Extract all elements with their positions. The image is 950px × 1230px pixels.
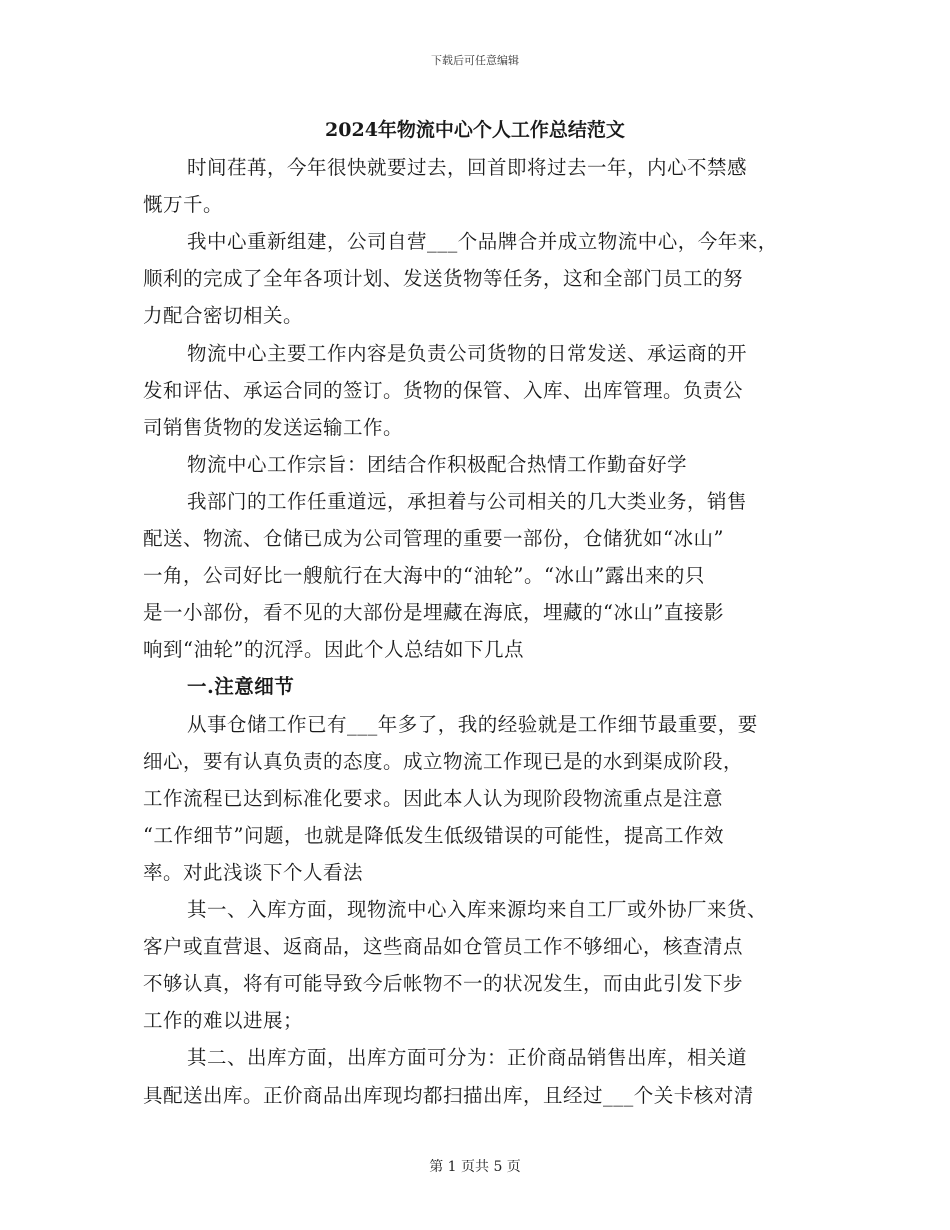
text-line: 不够认真，将有可能导致今后帐物不一的状况发生，而由此引发下步 [143,972,744,996]
text-line: 其二、出库方面，出库方面可分为：正价商品销售出库，相关道 [187,1046,748,1070]
text-line: 顺利的完成了全年各项计划、发送货物等任务，这和全部门员工的努 [143,267,744,291]
text-line: 率。对此浅谈下个人看法 [143,860,364,884]
text-line: 时间荏苒，今年很快就要过去，回首即将过去一年，内心不禁感 [187,156,748,179]
section-heading: 一.注意细节 [187,675,295,699]
text-line: 响到“油轮”的沉浮。因此个人总结如下几点 [143,638,524,662]
text-line: 客户或直营退、返商品，这些商品如仓管员工作不够细心，核查清点 [143,935,744,959]
text-line: 从事仓储工作已有___年多了，我的经验就是工作细节最重要，要 [187,712,758,736]
page-header: 下载后可任意编辑 [431,54,519,67]
text-line: 细心，要有认真负责的态度。成立物流工作现已是的水到渠成阶段， [143,749,744,773]
document-title: 2024年物流中心个人工作总结范文 [325,119,625,141]
text-line: 其一、入库方面，现物流中心入库来源均来自工厂或外协厂来货、 [187,898,768,921]
text-line: 一角，公司好比一艘航行在大海中的“油轮”。“冰山”露出来的只 [143,564,705,588]
text-line: 是一小部份，看不见的大部份是埋藏在海底，埋藏的“冰山”直接影 [143,601,724,625]
text-line: 物流中心主要工作内容是负责公司货物的日常发送、承运商的开 [187,341,748,365]
text-line: 力配合密切相关。 [143,304,304,328]
text-line: 配送、物流、仓储已成为公司管理的重要一部份，仓储犹如“冰山” [143,527,724,550]
text-line: 工作流程已达到标准化要求。因此本人认为现阶段物流重点是注意 [143,786,724,810]
text-line: 物流中心工作宗旨：团结合作积极配合热情工作勤奋好学 [187,452,688,476]
text-line: 我部门的工作任重道远，承担着与公司相关的几大类业务，销售 [187,489,748,513]
text-line: 具配送出库。正价商品出库现均都扫描出库，且经过___个关卡核对清 [143,1083,754,1107]
text-line: 工作的难以进展； [143,1009,304,1033]
text-line: 司销售货物的发送运输工作。 [143,415,404,439]
text-line: 我中心重新组建，公司自营___个品牌合并成立物流中心，今年来， [187,230,778,254]
text-line: 发和评估、承运合同的签订。货物的保管、入库、出库管理。负责公 [143,378,744,402]
text-line: 慨万千。 [143,193,224,217]
text-line: “工作细节”问题，也就是降低发生低级错误的可能性，提高工作效 [143,823,724,847]
page-footer: 第 1 页共 5 页 [429,1159,521,1175]
